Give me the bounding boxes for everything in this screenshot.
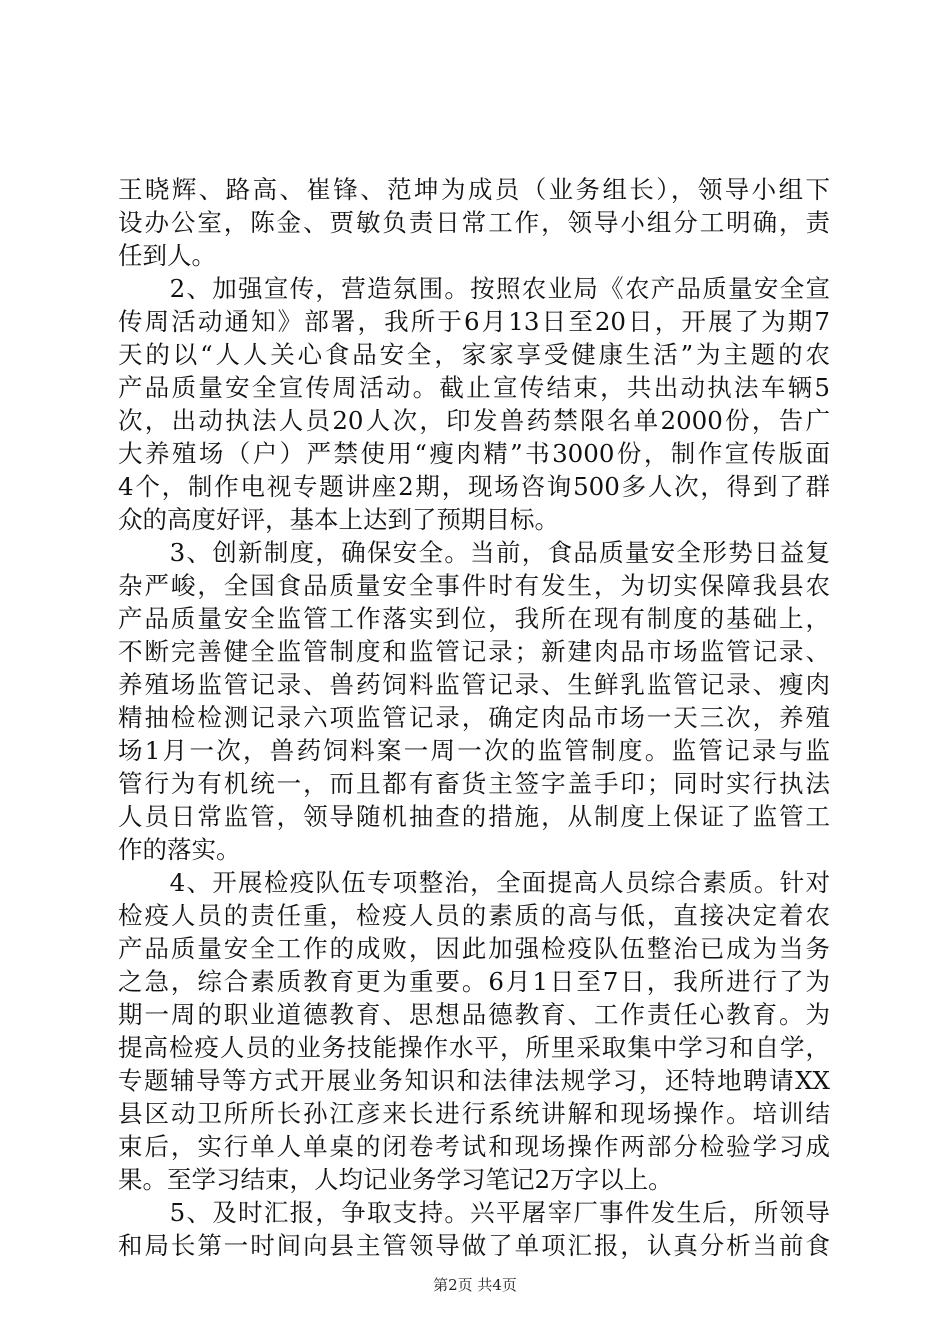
text-line: 4、开展检疫队伍专项整治，全面提高人员综合素质。针对 xyxy=(118,868,830,897)
text-line: 5、及时汇报，争取支持。兴平屠宰厂事件发生后，所领导 xyxy=(118,1198,830,1227)
text-line: 2、加强宣传，营造氛围。按照农业局《农产品质量安全宣 xyxy=(118,274,830,303)
text-line: 管行为有机统一，而且都有畜货主签字盖手印；同时实行执法 xyxy=(118,769,830,798)
text-line: 束后，实行单人单桌的闭卷考试和现场操作两部分检验学习成 xyxy=(118,1132,830,1161)
text-line: 任到人。 xyxy=(118,241,216,270)
text-line: 人员日常监管，领导随机抽查的措施，从制度上保证了监管工 xyxy=(118,802,830,831)
text-line: 果。至学习结束，人均记业务学习笔记2万字以上。 xyxy=(118,1165,673,1194)
text-line: 传周活动通知》部署，我所于6月13日至20日，开展了为期7 xyxy=(118,307,830,336)
document-body xyxy=(118,173,830,1262)
text-line: 提高检疫人员的业务技能操作水平，所里采取集中学习和自学， xyxy=(118,1033,830,1062)
text-line: 天的以“人人关心食品安全，家家享受健康生活”为主题的农 xyxy=(118,340,830,369)
text-line: 产品质量安全监管工作落实到位，我所在现有制度的基础上， xyxy=(118,604,830,633)
text-line: 精抽检检测记录六项监管记录，确定肉品市场一天三次，养殖 xyxy=(118,703,830,732)
text-line: 王晓辉、路高、崔锋、范坤为成员（业务组长），领导小组下 xyxy=(118,175,830,204)
text-line: 产品质量安全工作的成败，因此加强检疫队伍整治已成为当务 xyxy=(118,934,830,963)
text-line: 养殖场监管记录、兽药饲料监管记录、生鲜乳监管记录、瘦肉 xyxy=(118,670,830,699)
text-line: 产品质量安全宣传周活动。截止宣传结束，共出动执法车辆5 xyxy=(118,373,830,402)
text-line: 3、创新制度，确保安全。当前，食品质量安全形势日益复 xyxy=(118,538,830,567)
text-line: 4个，制作电视专题讲座2期，现场咨询500多人次，得到了群 xyxy=(118,472,830,501)
text-line: 作的落实。 xyxy=(118,835,241,864)
text-line: 众的高度好评，基本上达到了预期目标。 xyxy=(118,505,559,534)
text-line: 大养殖场（户）严禁使用“瘦肉精”书3000份，制作宣传版面 xyxy=(118,439,830,468)
text-line: 和局长第一时间向县主管领导做了单项汇报，认真分析当前食 xyxy=(118,1231,830,1260)
text-line: 次，出动执法人员20人次，印发兽药禁限名单2000份，告广 xyxy=(118,406,830,435)
text-line: 场1月一次，兽药饲料案一周一次的监管制度。监管记录与监 xyxy=(118,736,830,765)
page-footer: 第2页 共4页 xyxy=(433,1276,517,1294)
text-line: 设办公室，陈金、贾敏负责日常工作，领导小组分工明确，责 xyxy=(118,208,830,237)
text-line: 杂严峻，全国食品质量安全事件时有发生，为切实保障我县农 xyxy=(118,571,830,600)
text-line: 期一周的职业道德教育、思想品德教育、工作责任心教育。为 xyxy=(118,1000,830,1029)
text-line: 检疫人员的责任重，检疫人员的素质的高与低，直接决定着农 xyxy=(118,901,830,930)
text-line: 之急，综合素质教育更为重要。6月1日至7日，我所进行了为 xyxy=(118,967,830,996)
text-line: 县区动卫所所长孙江彦来长进行系统讲解和现场操作。培训结 xyxy=(118,1099,830,1128)
text-line: 不断完善健全监管制度和监管记录；新建肉品市场监管记录、 xyxy=(118,637,830,666)
text-line: 专题辅导等方式开展业务知识和法律法规学习，还特地聘请XX xyxy=(118,1066,830,1095)
